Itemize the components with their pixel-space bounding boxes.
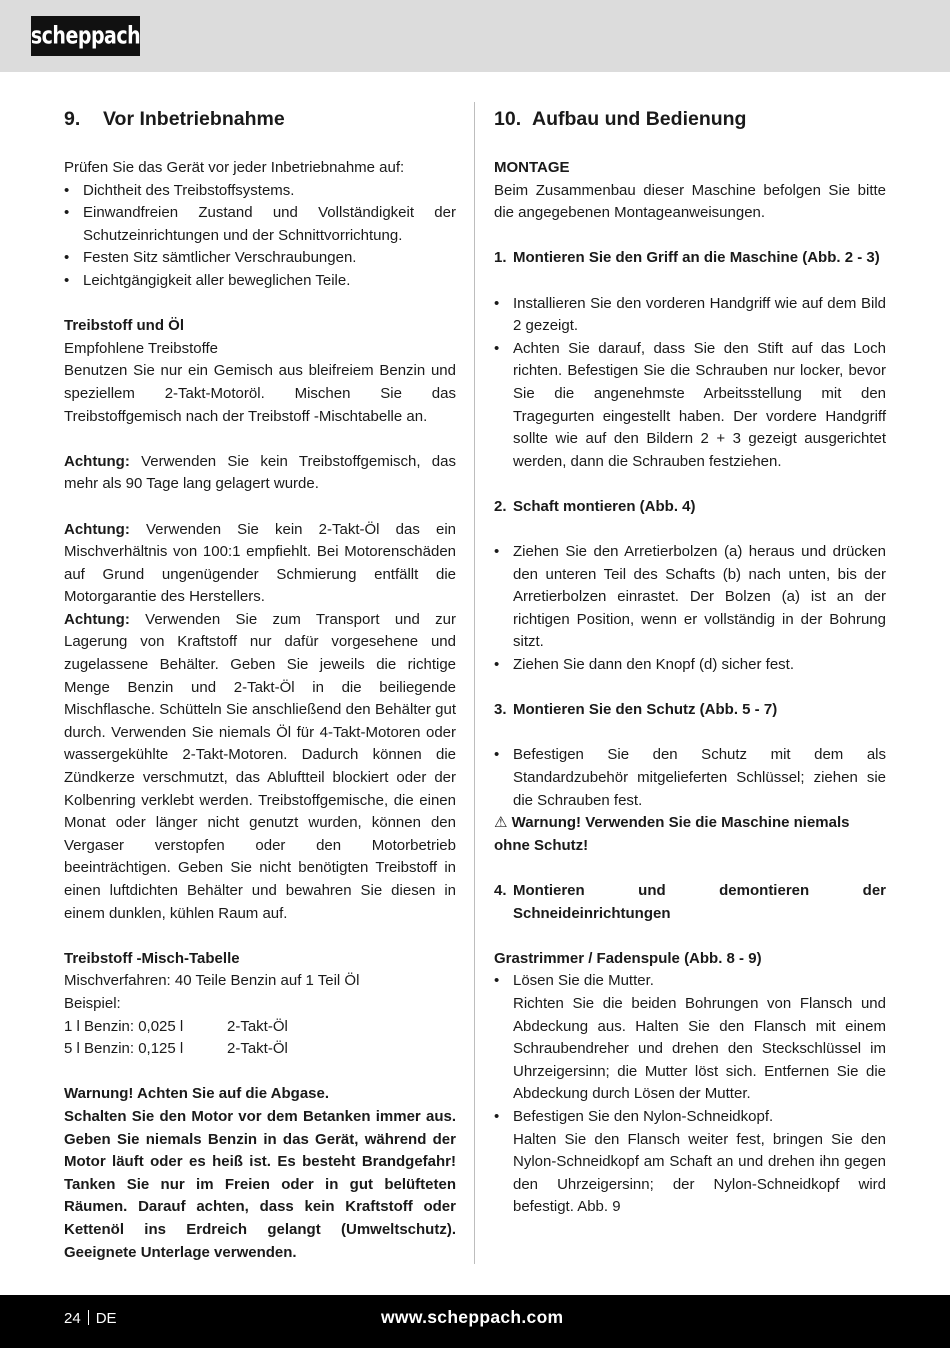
list-item: • Befestigen Sie den Nylon-Schneidkopf. Halten Sie den Flansch weiter fest, bringen Sie den Nylon-Schneidkopf am Schaft an und drehen ihn gegen den Uhrzeigersinn; der Nylon-Schneidkopf wird befestigt. Abb. 9 [494,1106,886,1219]
column-divider [474,102,475,1264]
step-3-list [494,744,886,812]
fuel-subtitle: Empfohlene Treibstoffe [64,339,218,357]
check-intro: Prüfen Sie das Gerät vor jeder Inbetriebnahme auf: [64,159,405,176]
right-column [494,104,886,1219]
montage-text: Beim Zusammenbau dieser Maschine befolgen Sie bitte die angegebenen Montageanweisungen. [494,181,886,222]
mix-row: 1 l Benzin: 0,025 l 2-Takt-Öl [64,1017,288,1035]
fuel-text: Benutzen Sie nur ein Gemisch aus bleifreiem Benzin und speziellem 2-Takt-Motoröl. Mischen Sie das Treibstoffgemisch nach der Treibstoff -Mischtabelle an. [64,362,456,425]
step-2-title: 2. Schaft montieren (Abb. 4) [494,497,696,515]
footer-bar [0,1295,950,1348]
step-1-list [494,293,886,474]
list-item: • Leichtgängigkeit aller beweglichen Teile. [64,270,456,293]
mix-row: 5 l Benzin: 0,125 l 2-Takt-Öl [64,1040,288,1058]
montage-title: MONTAGE [494,159,570,176]
step-4-title: 4. Montieren und demontieren der Schneideinrichtungen [494,882,886,922]
list-item: • Installieren Sie den vorderen Handgriff wie auf dem Bild 2 gezeigt. [494,293,886,338]
list-item: • Einwandfreien Zustand und Vollständigkeit der Schutzeinrichtungen und der Schnittvorrichtung. [64,202,456,247]
fuel-title: Treibstoff und Öl [64,317,184,335]
list-item: • Lösen Sie die Mutter. Richten Sie die beiden Bohrungen von Flansch und Abdeckung aus. Halten Sie den Flansch mit einem Schraubendreher und drehen den Steckschlüssel im Uhrzeigersinn; die Mutter löst sich. Entfernen Sie die Abdeckung durch Lösen der Mutter. [494,970,886,1106]
step-3-title: 3. Montieren Sie den Schutz (Abb. 5 - 7) [494,701,778,719]
attention-3: Achtung: Verwenden Sie zum Transport und zur Lagerung von Kraftstoff nur dafür vorgesehene und zugelassene Behälter. Geben Sie jeweils die richtige Menge Benzin und 2-Takt-Öl in die beiliegende Mischflasche. Schütteln Sie anschließend den Behälter gut durch. Verwenden Sie niemals Öl für 4-Takt-Motoren oder wassergekühlte 2-Takt-Motoren. Dadurch können die Zündkerze verschmutzt, das Abluftteil blockiert oder der Kolbenring verklebt werden. Treibstoffgemische, die einen Monat oder länger nicht genutzt wurden, können den Vergaser verstopfen oder den Motorbetrieb beeinträchtigen. Geben Sie nicht benötigten Treibstoff in einen luftdichten Behälter und bewahren Sie diesen in einem dunklen, kühlen Raum auf. [64,610,456,922]
section-9-heading: 9. Vor Inbetriebnahme [64,108,285,130]
list-item: • Befestigen Sie den Schutz mit dem als Standardzubehör mitgelieferten Schlüssel; ziehen sie die Schrauben fest. [494,744,886,812]
list-item: • Achten Sie darauf, dass Sie den Stift auf das Loch richten. Befestigen Sie die Schrauben nur locker, bevor Sie die angenehmste Arbeitsstellung mit den Tragegurten eingestellt haben. Der vordere Handgriff sollte wie auf den Bildern 2 + 3 gezeigt ausgerichtet werden, dann die Schrauben festziehen. [494,338,886,474]
section-10-heading: 10. Aufbau und Bedienung [494,108,747,130]
warning-icon: ⚠ [494,814,508,832]
mix-example: Beispiel: [64,994,121,1012]
warning-title: Warnung! Achten Sie auf die Abgase. [64,1085,330,1103]
step-3-warning: ⚠ Warnung! Verwenden Sie die Maschine niemals ohne Schutz! [494,814,850,854]
website-url: www.scheppach.com [381,1307,564,1327]
mix-table-title: Treibstoff -Misch-Tabelle [64,949,240,967]
warning-text: Schalten Sie den Motor vor dem Betanken immer aus. Geben Sie niemals Benzin in das Gerät, während der Motor läuft oder es heiß ist. Es besteht Brandgefahr! Tanken Sie nur im Freien oder in gut belüfteten Räumen. Darauf achten, dass kein Kraftstoff oder Kettenöl ins Erdreich gelangt (Umweltschutz). Geeignete Unterlage verwenden. [64,1107,456,1261]
trimmer-list [494,970,886,1219]
attention-1: Achtung: Verwenden Sie kein Treibstoffgemisch, das mehr als 90 Tage lang gelagert wurde. [64,452,456,493]
list-item: • Dichtheit des Treibstoffsystems. [64,180,456,203]
list-item: • Festen Sitz sämtlicher Verschraubungen. [64,247,456,270]
left-column [64,104,456,1264]
check-list [64,180,456,293]
step-2-list [494,541,886,677]
trimmer-title: Grastrimmer / Fadenspule (Abb. 8 - 9) [494,949,762,967]
step-1-title: 1. Montieren Sie den Griff an die Maschine (Abb. 2 - 3) [494,249,880,267]
header-bar [0,0,950,72]
attention-2: Achtung: Verwenden Sie kein 2-Takt-Öl das ein Mischverhältnis von 100:1 empfiehlt. Bei Motorenschäden auf Grund ungenügender Schmierung entfällt die Motorgarantie des Herstellers. [64,520,457,606]
list-item: • Ziehen Sie dann den Knopf (d) sicher fest. [494,654,886,677]
brand-logo: scheppach [31,16,140,56]
page-number: 24 DE [64,1310,117,1327]
list-item: • Ziehen Sie den Arretierbolzen (a) heraus und drücken den unteren Teil des Schafts (b) nach unten, bis der Arretierbolzen einrastet. Der Bolzen (a) ist an der richtigen Position, wenn er vollständig in der Bohrung sitzt. [494,541,886,654]
mix-method: Mischverfahren: 40 Teile Benzin auf 1 Teil Öl [64,972,360,990]
